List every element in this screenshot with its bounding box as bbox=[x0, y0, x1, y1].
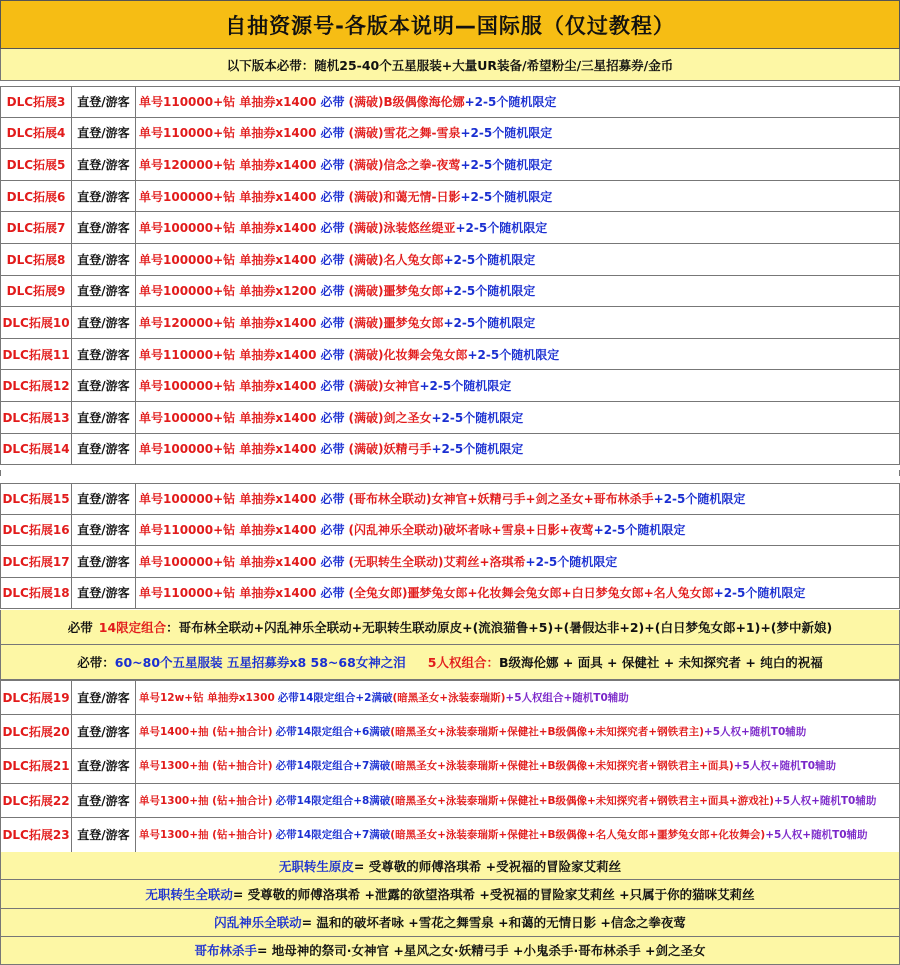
item-text: (无职转生全联动)艾莉丝+洛琪希 bbox=[348, 554, 526, 569]
must-highlight: 5人权组合： bbox=[427, 655, 499, 670]
login-type: 直登/游客 bbox=[77, 126, 130, 141]
bonus-text: +5人权+随机T0辅助 bbox=[733, 760, 837, 773]
login-cell bbox=[72, 149, 136, 180]
login-cell bbox=[72, 434, 136, 465]
table-row bbox=[0, 578, 900, 610]
item-text: (暗黑圣女+泳装泰瑞斯+保健社+B级偶像+名人兔女郎+噩梦兔女郎+化妆舞会) bbox=[390, 829, 766, 842]
must-label: 必带14限定组合+6满破 bbox=[275, 725, 391, 738]
bonus-text: +2-5个随机限定 bbox=[443, 284, 536, 299]
version-cell bbox=[1, 118, 72, 149]
footer-note bbox=[0, 937, 900, 965]
footer-key: 闪乱神乐全联动 bbox=[214, 915, 302, 931]
item-text: (满破)妖精弓手 bbox=[348, 442, 432, 457]
version-name: DLC拓展7 bbox=[6, 221, 66, 236]
must-label: 必带 bbox=[320, 315, 345, 330]
detail-cell bbox=[136, 307, 899, 338]
item-text: (满破)雪花之舞-雪泉 bbox=[348, 126, 461, 141]
login-cell bbox=[72, 307, 136, 338]
bonus-text: +2-5个随机限定 bbox=[460, 189, 553, 204]
version-name: DLC拓展13 bbox=[2, 410, 70, 425]
bonus-text: +2-5个随机限定 bbox=[653, 492, 746, 507]
price-text: 单号1400+抽 (钻+抽合计) bbox=[139, 725, 273, 738]
version-cell bbox=[1, 212, 72, 243]
price-text: 单号100000+钻 单抽券x1400 bbox=[139, 379, 317, 394]
must-label: 必带 bbox=[320, 586, 345, 601]
login-cell bbox=[72, 87, 136, 117]
version-name: DLC拓展20 bbox=[2, 724, 70, 739]
item-text: (满破)泳装悠丝缇亚 bbox=[348, 221, 456, 236]
title-bar bbox=[0, 0, 900, 49]
table-row bbox=[0, 483, 900, 515]
price-text: 单号100000+钻 单抽券x1400 bbox=[139, 410, 317, 425]
version-name: DLC拓展23 bbox=[2, 828, 70, 843]
table-row bbox=[0, 515, 900, 547]
version-name: DLC拓展15 bbox=[2, 492, 70, 507]
footer-key: 无职转生全联动 bbox=[145, 886, 233, 902]
detail-cell bbox=[136, 818, 899, 852]
login-type: 直登/游客 bbox=[77, 690, 130, 705]
must-text: 60~80个五星服装 五星招募券x8 58~68女神之泪 bbox=[114, 655, 406, 670]
must-label: 必带14限定组合+7满破 bbox=[275, 760, 391, 773]
bonus-text: +5人权+随机T0辅助 bbox=[703, 725, 807, 738]
version-name: DLC拓展3 bbox=[6, 95, 66, 110]
must-label: 必带 bbox=[320, 442, 345, 457]
price-text: 单号120000+钻 单抽券x1400 bbox=[139, 157, 317, 172]
table-row bbox=[0, 434, 900, 466]
price-text: 单号100000+钻 单抽券x1400 bbox=[139, 492, 317, 507]
login-cell bbox=[72, 515, 136, 546]
must-label: 必带 bbox=[320, 523, 345, 538]
version-name: DLC拓展4 bbox=[6, 126, 66, 141]
version-cell bbox=[1, 434, 72, 465]
version-cell bbox=[1, 276, 72, 307]
version-name: DLC拓展21 bbox=[2, 759, 70, 774]
login-type: 直登/游客 bbox=[77, 315, 130, 330]
table-row bbox=[0, 370, 900, 402]
table-row bbox=[0, 680, 900, 715]
price-text: 单号1300+抽 (钻+抽合计) bbox=[139, 794, 273, 807]
bonus-text: +2-5个随机限定 bbox=[464, 95, 557, 110]
bonus-text: +5人权组合+随机T0辅助 bbox=[505, 691, 629, 704]
login-type: 直登/游客 bbox=[77, 442, 130, 457]
version-cell bbox=[1, 484, 72, 514]
item-text: (满破)剑之圣女 bbox=[348, 410, 432, 425]
table-row bbox=[0, 818, 900, 853]
table-row bbox=[0, 784, 900, 819]
detail-cell bbox=[136, 339, 899, 370]
version-name: DLC拓展5 bbox=[6, 157, 66, 172]
must-label: 必带 bbox=[320, 126, 345, 141]
detail-cell bbox=[136, 212, 899, 243]
table-row bbox=[0, 276, 900, 308]
login-type: 直登/游客 bbox=[77, 586, 130, 601]
detail-cell bbox=[136, 149, 899, 180]
version-cell bbox=[1, 339, 72, 370]
login-cell bbox=[72, 181, 136, 212]
combo-highlight: 14限定组合 bbox=[98, 620, 167, 635]
bonus-text: +2-5个随机限定 bbox=[419, 379, 512, 394]
detail-cell bbox=[136, 784, 899, 818]
table-row bbox=[0, 181, 900, 213]
login-cell bbox=[72, 818, 136, 852]
version-cell bbox=[1, 402, 72, 433]
price-text: 单号1300+抽 (钻+抽合计) bbox=[139, 760, 273, 773]
version-name: DLC拓展19 bbox=[2, 690, 70, 705]
detail-cell bbox=[136, 118, 899, 149]
price-text: 单号110000+钻 单抽券x1400 bbox=[139, 523, 317, 538]
version-name: DLC拓展16 bbox=[2, 523, 70, 538]
must-label: 必带 bbox=[320, 189, 345, 204]
price-text: 单号12w+钻 单抽券x1300 bbox=[139, 691, 275, 704]
bonus-text: +2-5个随机限定 bbox=[467, 347, 560, 362]
version-name: DLC拓展6 bbox=[6, 189, 66, 204]
must-label: 必带14限定组合+7满破 bbox=[275, 829, 391, 842]
bonus-text: +2-5个随机限定 bbox=[455, 221, 548, 236]
login-type: 直登/游客 bbox=[77, 828, 130, 843]
detail-cell bbox=[136, 370, 899, 401]
detail-cell bbox=[136, 715, 899, 749]
must-label: 必带 bbox=[320, 379, 345, 394]
item-text: (满破)噩梦兔女郎 bbox=[348, 315, 444, 330]
version-name: DLC拓展11 bbox=[2, 347, 70, 362]
must-label: 必带 bbox=[320, 554, 345, 569]
login-type: 直登/游客 bbox=[77, 724, 130, 739]
detail-cell bbox=[136, 402, 899, 433]
version-cell bbox=[1, 715, 72, 749]
table-row bbox=[0, 749, 900, 784]
version-name: DLC拓展18 bbox=[2, 586, 70, 601]
bonus-text: +5人权+随机T0辅助 bbox=[765, 829, 868, 842]
item-text: (满破)女神官 bbox=[348, 379, 420, 394]
login-type: 直登/游客 bbox=[77, 221, 130, 236]
detail-cell bbox=[136, 434, 899, 465]
version-cell bbox=[1, 244, 72, 275]
login-type: 直登/游客 bbox=[77, 284, 130, 299]
price-text: 单号100000+钻 单抽券x1400 bbox=[139, 442, 317, 457]
detail-cell bbox=[136, 484, 899, 514]
footer-note bbox=[0, 852, 900, 880]
footer-note bbox=[0, 909, 900, 937]
version-cell bbox=[1, 87, 72, 117]
page-title: 自抽资源号-各版本说明—国际服（仅过教程） bbox=[225, 13, 675, 38]
item-text: (全兔女郎)噩梦兔女郎+化妆舞会兔女郎+白日梦兔女郎+名人兔女郎 bbox=[348, 586, 714, 601]
version-cell bbox=[1, 578, 72, 609]
table-row bbox=[0, 86, 900, 118]
must-band bbox=[0, 645, 900, 680]
version-name: DLC拓展12 bbox=[2, 379, 70, 394]
table-row bbox=[0, 402, 900, 434]
price-text: 单号100000+钻 单抽券x1400 bbox=[139, 554, 317, 569]
table-row bbox=[0, 546, 900, 578]
item-text: (暗黑圣女+泳装泰瑞斯+保健社+B级偶像+未知探究者+钢铁君主) bbox=[390, 725, 704, 738]
price-text: 单号100000+钻 单抽券x1400 bbox=[139, 252, 317, 267]
login-type: 直登/游客 bbox=[77, 347, 130, 362]
bonus-text: +2-5个随机限定 bbox=[525, 554, 618, 569]
bonus-text: +2-5个随机限定 bbox=[460, 157, 553, 172]
version-cell bbox=[1, 515, 72, 546]
version-name: DLC拓展22 bbox=[2, 793, 70, 808]
must-label: 必带 bbox=[320, 284, 345, 299]
table-row bbox=[0, 212, 900, 244]
must-label: 必带14限定组合+8满破 bbox=[275, 794, 391, 807]
price-text: 单号1300+抽 (钻+抽合计) bbox=[139, 829, 273, 842]
login-type: 直登/游客 bbox=[77, 157, 130, 172]
bonus-text: +2-5个随机限定 bbox=[460, 126, 553, 141]
table-row bbox=[0, 307, 900, 339]
login-type: 直登/游客 bbox=[77, 759, 130, 774]
item-text: (暗黑圣女+泳装泰瑞斯+保健社+B级偶像+未知探究者+钢铁君主+面具+游戏社) bbox=[390, 794, 774, 807]
must-label: 必带 bbox=[320, 221, 345, 236]
login-cell bbox=[72, 212, 136, 243]
footer-text: = 地母神的祭司·女神官 +星风之女·妖精弓手 +小鬼杀手·哥布林杀手 +剑之圣女 bbox=[256, 943, 706, 959]
login-cell bbox=[72, 276, 136, 307]
item-text: (暗黑圣女+泳装泰瑞斯+保健社+B级偶像+未知探究者+钢铁君主+面具) bbox=[390, 760, 734, 773]
price-text: 单号110000+钻 单抽券x1400 bbox=[139, 586, 317, 601]
price-text: 单号100000+钻 单抽券x1400 bbox=[139, 189, 317, 204]
login-cell bbox=[72, 402, 136, 433]
notice-band bbox=[0, 49, 900, 81]
price-text: 单号120000+钻 单抽券x1400 bbox=[139, 315, 317, 330]
item-text: (满破)名人兔女郎 bbox=[348, 252, 444, 267]
version-cell bbox=[1, 784, 72, 818]
detail-cell bbox=[136, 515, 899, 546]
version-name: DLC拓展14 bbox=[2, 442, 70, 457]
item-text: (暗黑圣女+泳装泰瑞斯) bbox=[392, 691, 506, 704]
version-cell bbox=[1, 546, 72, 577]
must-combo-text: B级海伦娜 + 面具 + 保健社 + 未知探究者 + 纯白的祝福 bbox=[498, 655, 823, 670]
item-text: (哥布林全联动)女神官+妖精弓手+剑之圣女+哥布林杀手 bbox=[348, 492, 654, 507]
item-text: (满破)噩梦兔女郎 bbox=[348, 284, 444, 299]
version-cell bbox=[1, 749, 72, 783]
detail-cell bbox=[136, 681, 899, 714]
bonus-text: +2-5个随机限定 bbox=[443, 315, 536, 330]
item-text: (满破)和蔼无情-日影 bbox=[348, 189, 461, 204]
detail-cell bbox=[136, 749, 899, 783]
footer-text: = 温和的破坏者咏 +雪花之舞雪泉 +和蔼的无情日影 +信念之拳夜莺 bbox=[301, 915, 686, 931]
footer-text: = 受尊敬的师傅洛琪希 +受祝福的冒险家艾莉丝 bbox=[353, 858, 622, 874]
detail-cell bbox=[136, 181, 899, 212]
table-row bbox=[0, 244, 900, 276]
item-text: (满破)信念之拳-夜莺 bbox=[348, 157, 461, 172]
login-cell bbox=[72, 681, 136, 714]
bonus-text: +2-5个随机限定 bbox=[431, 442, 524, 457]
item-text: (闪乱神乐全联动)破坏者咏+雪泉+日影+夜莺 bbox=[348, 523, 594, 538]
item-text: (满破)B级偶像海伦娜 bbox=[348, 95, 465, 110]
must-lead: 必带： bbox=[77, 655, 115, 670]
bonus-text: +2-5个随机限定 bbox=[431, 410, 524, 425]
login-cell bbox=[72, 715, 136, 749]
item-text: (满破)化妆舞会兔女郎 bbox=[348, 347, 468, 362]
table-row bbox=[0, 339, 900, 371]
login-cell bbox=[72, 484, 136, 514]
login-type: 直登/游客 bbox=[77, 523, 130, 538]
login-cell bbox=[72, 244, 136, 275]
login-type: 直登/游客 bbox=[77, 554, 130, 569]
version-cell bbox=[1, 370, 72, 401]
login-type: 直登/游客 bbox=[77, 252, 130, 267]
bonus-text: +2-5个随机限定 bbox=[713, 586, 806, 601]
must-label: 必带 bbox=[320, 157, 345, 172]
must-label: 必带 bbox=[320, 492, 345, 507]
price-text: 单号110000+钻 单抽券x1400 bbox=[139, 95, 317, 110]
login-cell bbox=[72, 118, 136, 149]
footer-text: = 受尊敬的师傅洛琪希 +泄露的欲望洛琪希 +受祝福的冒险家艾莉丝 +只属于你的猫咪艾莉丝 bbox=[232, 886, 755, 902]
must-label: 必带14限定组合+2满破 bbox=[277, 691, 393, 704]
login-cell bbox=[72, 578, 136, 609]
detail-cell bbox=[136, 546, 899, 577]
price-text: 单号110000+钻 单抽券x1400 bbox=[139, 126, 317, 141]
must-label: 必带 bbox=[320, 410, 345, 425]
login-cell bbox=[72, 370, 136, 401]
login-type: 直登/游客 bbox=[77, 793, 130, 808]
footer-key: 哥布林杀手 bbox=[194, 943, 257, 959]
detail-cell bbox=[136, 244, 899, 275]
version-cell bbox=[1, 818, 72, 852]
login-type: 直登/游客 bbox=[77, 410, 130, 425]
price-text: 单号100000+钻 单抽券x1200 bbox=[139, 284, 317, 299]
login-type: 直登/游客 bbox=[77, 189, 130, 204]
version-cell bbox=[1, 149, 72, 180]
version-name: DLC拓展17 bbox=[2, 554, 70, 569]
combo-text: ：哥布林全联动+闪乱神乐全联动+无职转生联动原皮+(流浪猫鲁+5)+(暑假达非+2)+(白日梦兔女郎+1)+(梦中新娘) bbox=[166, 620, 833, 635]
combo-band bbox=[0, 610, 900, 645]
login-type: 直登/游客 bbox=[77, 492, 130, 507]
must-label: 必带 bbox=[320, 252, 345, 267]
detail-cell bbox=[136, 276, 899, 307]
login-cell bbox=[72, 546, 136, 577]
table-row bbox=[0, 118, 900, 150]
detail-cell bbox=[136, 578, 899, 609]
login-cell bbox=[72, 749, 136, 783]
version-cell bbox=[1, 181, 72, 212]
price-text: 单号100000+钻 单抽券x1400 bbox=[139, 221, 317, 236]
notice-text: 以下版本必带：随机25-40个五星服装+大量UR装备/希望粉尘/三星招募券/金币 bbox=[226, 57, 674, 73]
version-name: DLC拓展9 bbox=[6, 284, 66, 299]
version-name: DLC拓展8 bbox=[6, 252, 66, 267]
footer-key: 无职转生原皮 bbox=[278, 858, 354, 874]
detail-cell bbox=[136, 87, 899, 117]
must-label: 必带 bbox=[320, 347, 345, 362]
login-type: 直登/游客 bbox=[77, 95, 130, 110]
footer-note bbox=[0, 880, 900, 908]
login-type: 直登/游客 bbox=[77, 379, 130, 394]
combo-lead: 必带 bbox=[67, 620, 93, 635]
version-cell bbox=[1, 681, 72, 714]
login-cell bbox=[72, 339, 136, 370]
table-row bbox=[0, 715, 900, 750]
price-text: 单号110000+钻 单抽券x1400 bbox=[139, 347, 317, 362]
table-row bbox=[0, 149, 900, 181]
bonus-text: +2-5个随机限定 bbox=[593, 523, 686, 538]
bonus-text: +2-5个随机限定 bbox=[443, 252, 536, 267]
bonus-text: +5人权+随机T0辅助 bbox=[773, 794, 877, 807]
version-cell bbox=[1, 307, 72, 338]
login-cell bbox=[72, 784, 136, 818]
must-label: 必带 bbox=[320, 95, 345, 110]
version-name: DLC拓展10 bbox=[2, 315, 70, 330]
